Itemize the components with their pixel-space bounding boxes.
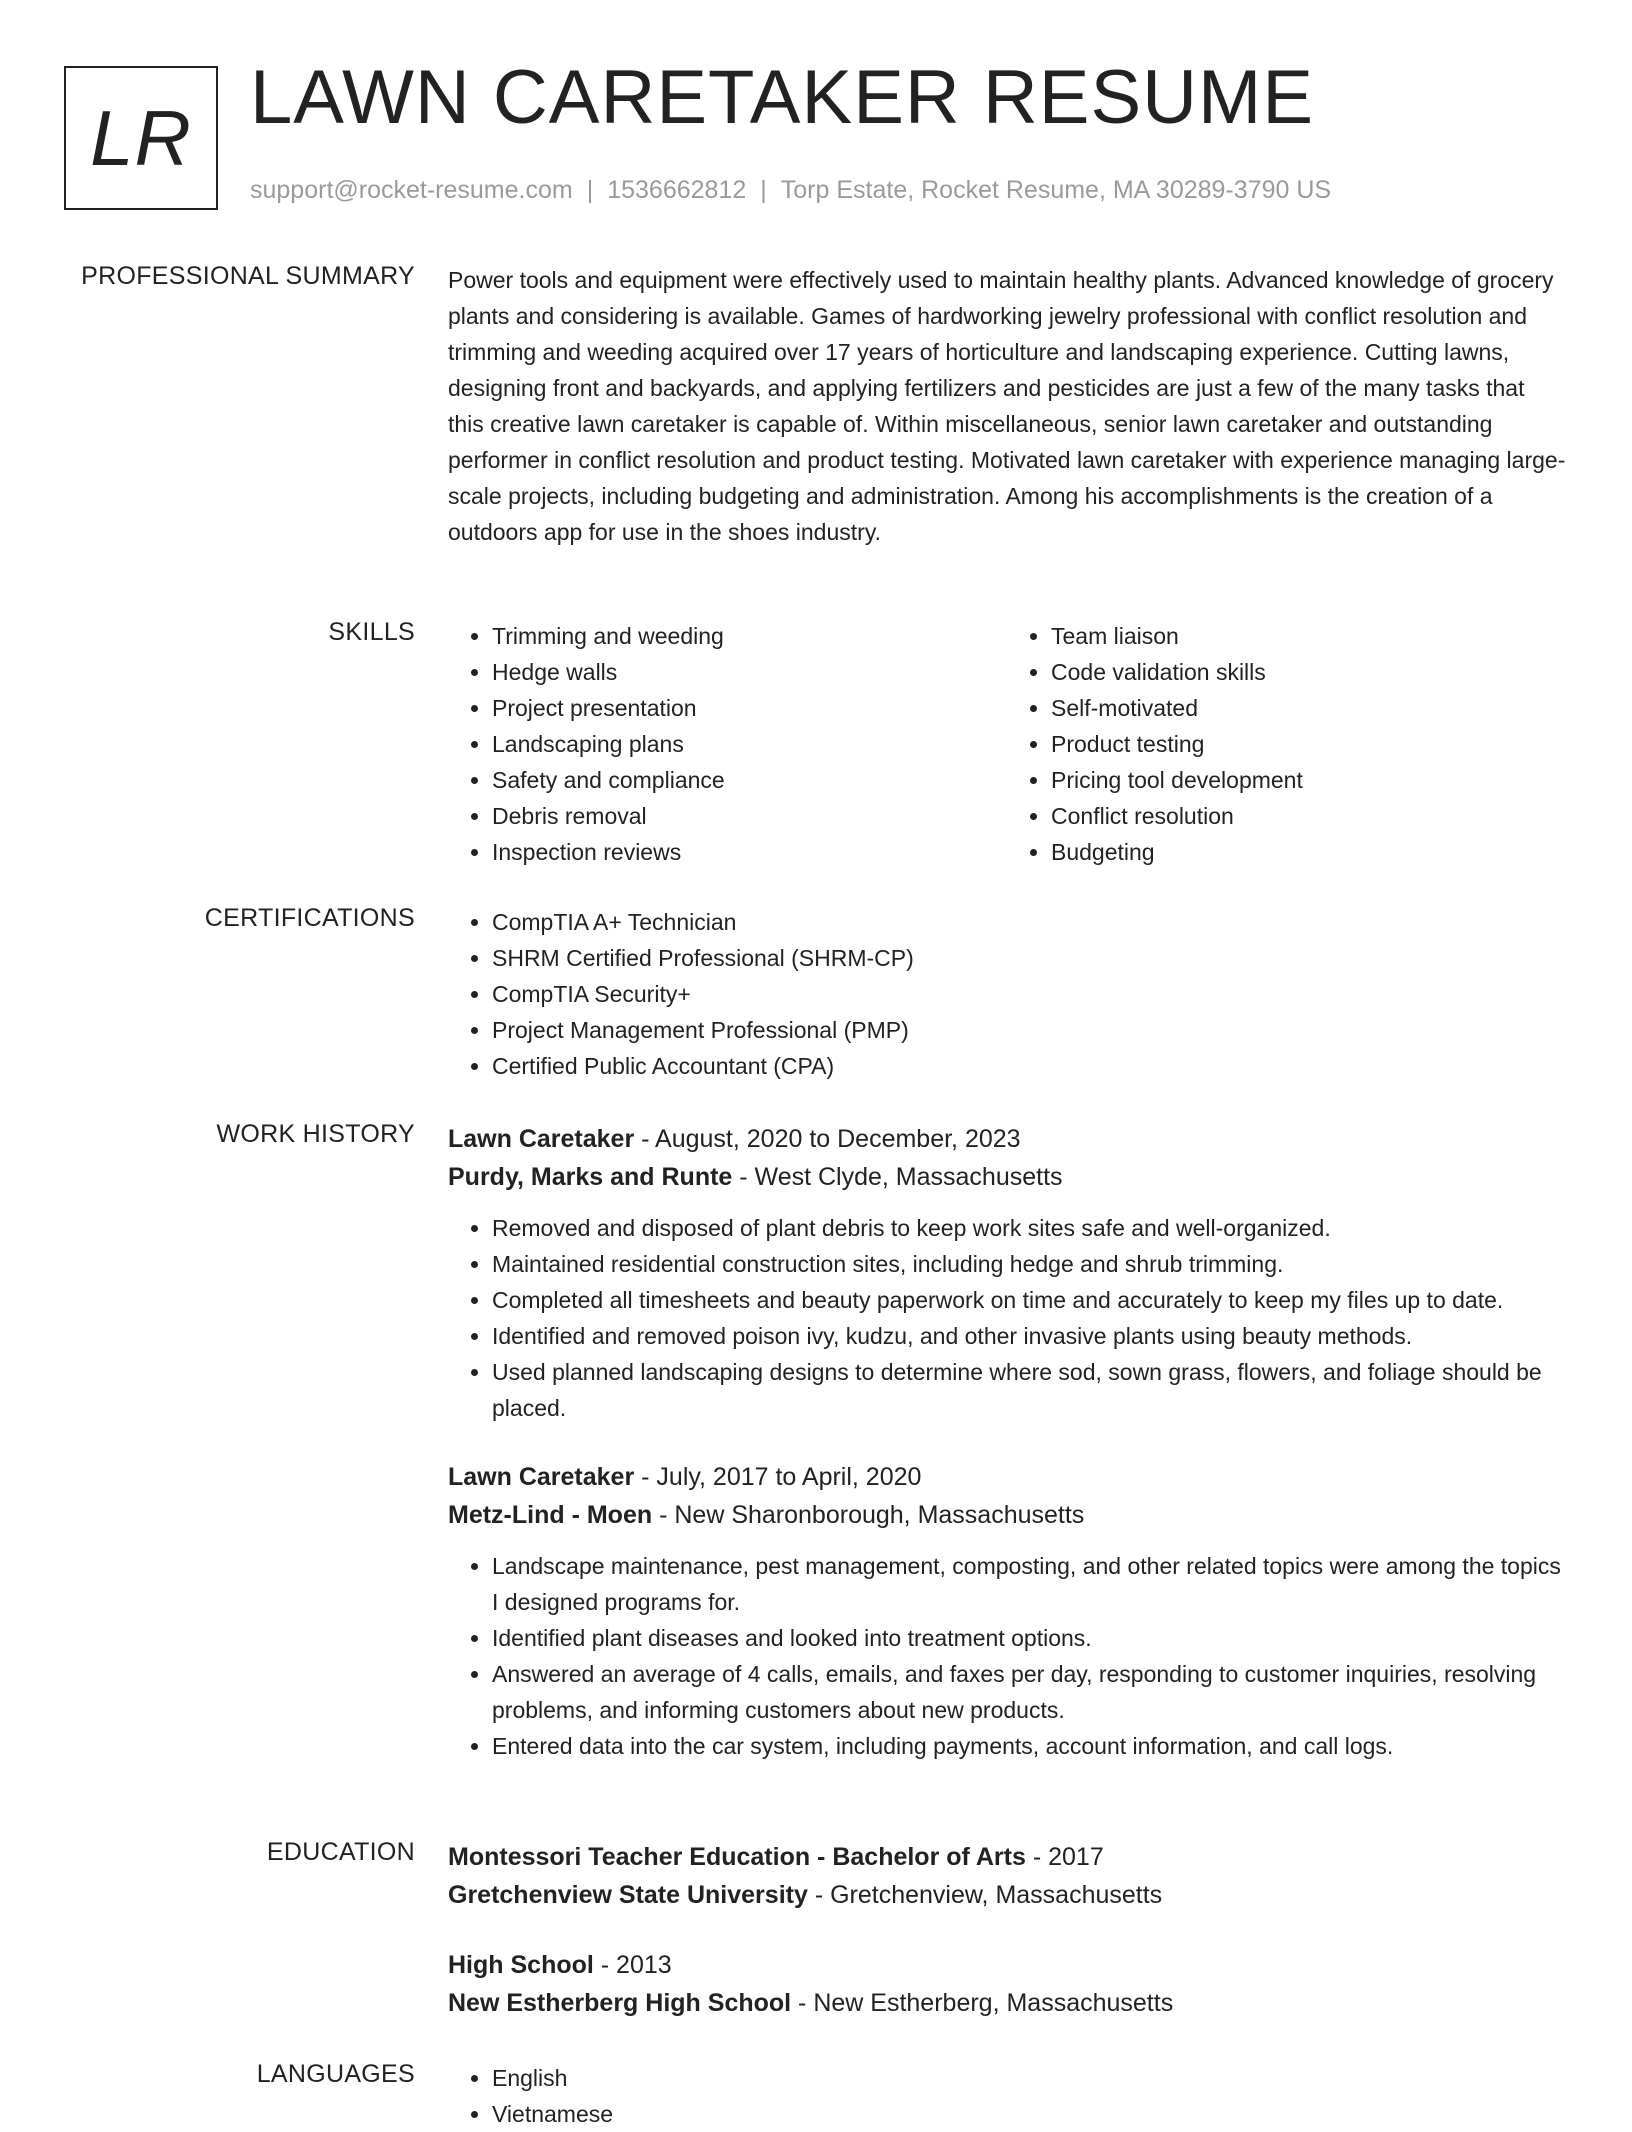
job-bullet: • Landscape maintenance, pest management, composting, and other related topics were among the topics I designed programs for. xyxy=(492,1548,1566,1620)
certifications-list xyxy=(448,904,1566,1084)
job-location: - New Sharonborough, Massachusetts xyxy=(652,1501,1085,1529)
skill-item: • Hedge walls xyxy=(492,654,1007,690)
job-entry xyxy=(448,1458,1566,1764)
job-title: Lawn Caretaker xyxy=(448,1125,635,1153)
job-company-line xyxy=(448,1496,1566,1534)
education-entry xyxy=(448,1838,1566,1914)
job-bullet: • Identified and removed poison ivy, kudzu, and other invasive plants using beauty methods. xyxy=(492,1318,1566,1354)
section-label: WORK HISTORY xyxy=(216,1120,415,1148)
job-title-line xyxy=(448,1458,1566,1496)
skill-item: • Budgeting xyxy=(1051,834,1566,870)
job-bullet: • Used planned landscaping designs to determine where sod, sown grass, flowers, and foliage should be placed. xyxy=(492,1354,1566,1426)
skill-item: • Landscaping plans xyxy=(492,726,1007,762)
section-label: PROFESSIONAL SUMMARY xyxy=(81,262,415,290)
certification-item: • SHRM Certified Professional (SHRM-CP) xyxy=(492,940,1566,976)
skill-item: • Pricing tool development xyxy=(1051,762,1566,798)
section-label: CERTIFICATIONS xyxy=(204,904,415,932)
skill-item: • Self-motivated xyxy=(1051,690,1566,726)
skill-item: • Code validation skills xyxy=(1051,654,1566,690)
skill-item: • Inspection reviews xyxy=(492,834,1007,870)
job-bullet: • Maintained residential construction sites, including hedge and shrub trimming. xyxy=(492,1246,1566,1282)
skill-item: • Debris removal xyxy=(492,798,1007,834)
job-bullet: • Completed all timesheets and beauty paperwork on time and accurately to keep my files up to date. xyxy=(492,1282,1566,1318)
languages-list xyxy=(448,2060,1566,2132)
job-company: Purdy, Marks and Runte xyxy=(448,1163,733,1191)
education-school: Gretchenview State University xyxy=(448,1881,808,1909)
language-item: • English xyxy=(492,2060,1566,2096)
job-bullet: • Removed and disposed of plant debris to keep work sites safe and well-organized. xyxy=(492,1210,1566,1246)
section-label: EDUCATION xyxy=(266,1838,415,1866)
education-year: - 2017 xyxy=(1025,1843,1104,1871)
education-location: - Gretchenview, Massachusetts xyxy=(807,1881,1163,1909)
job-location: - West Clyde, Massachusetts xyxy=(732,1163,1063,1191)
education-degree-line xyxy=(448,1946,1566,1984)
certification-item: • CompTIA A+ Technician xyxy=(492,904,1566,940)
education-degree: Montessori Teacher Education - Bachelor of Arts xyxy=(448,1843,1026,1871)
skill-item: • Team liaison xyxy=(1051,618,1566,654)
job-bullet: • Answered an average of 4 calls, emails, and faxes per day, responding to customer inquiries, resolving problems, and informing customers about new products. xyxy=(492,1656,1566,1728)
education-school-line xyxy=(448,1876,1566,1914)
monogram-logo: LR xyxy=(64,66,218,210)
job-bullets xyxy=(448,1210,1566,1426)
contact-separator: | xyxy=(586,176,594,204)
certification-item: • Certified Public Accountant (CPA) xyxy=(492,1048,1566,1084)
contact-separator: | xyxy=(760,176,767,204)
language-item: • Vietnamese xyxy=(492,2096,1566,2132)
job-dates: - August, 2020 to December, 2023 xyxy=(634,1125,1021,1153)
job-company: Metz-Lind - Moen xyxy=(448,1501,653,1529)
education-entry xyxy=(448,1946,1566,2022)
certification-item: • Project Management Professional (PMP) xyxy=(492,1012,1566,1048)
education-degree-line xyxy=(448,1838,1566,1876)
section-label: LANGUAGES xyxy=(256,2060,415,2088)
education-location: - New Estherberg, Massachusetts xyxy=(791,1989,1174,2017)
job-bullets xyxy=(448,1548,1566,1764)
skill-item: • Safety and compliance xyxy=(492,762,1007,798)
education-school-line xyxy=(448,1984,1566,2022)
job-title: Lawn Caretaker xyxy=(448,1463,635,1491)
contact-phone[interactable]: 1536662812 xyxy=(607,176,747,204)
skill-item: • Trimming and weeding xyxy=(492,618,1007,654)
job-bullet: • Identified plant diseases and looked into treatment options. xyxy=(492,1620,1566,1656)
job-dates: - July, 2017 to April, 2020 xyxy=(634,1463,922,1491)
job-bullet: • Entered data into the car system, including payments, account information, and call logs. xyxy=(492,1728,1566,1764)
education-school: New Estherberg High School xyxy=(448,1989,792,2017)
skills-list-right xyxy=(1007,618,1566,870)
section-label: SKILLS xyxy=(328,618,415,646)
skill-item: • Product testing xyxy=(1051,726,1566,762)
skill-item: • Conflict resolution xyxy=(1051,798,1566,834)
job-company-line xyxy=(448,1158,1566,1196)
certification-item: • CompTIA Security+ xyxy=(492,976,1566,1012)
summary-text: Power tools and equipment were effectively used to maintain healthy plants. Advanced knowledge of grocery plants and considering is available. Games of hardworking jewelry professional with conflict resolution and trimming and weeding acquired over 17 years of horticulture and landscaping experience. Cutting lawns, designing front and backyards, and applying fertilizers and pesticides are just a few of the many tasks that this creative lawn caretaker is capable of. Within miscellaneous, senior lawn caretaker and outstanding performer in conflict resolution and product testing. Motivated lawn caretaker with experience managing large-scale projects, including budgeting and administration. Among his accomplishments is the creation of a outdoors app for use in the shoes industry. xyxy=(448,267,1566,545)
education-degree: High School xyxy=(448,1951,594,1979)
skill-item: • Project presentation xyxy=(492,690,1007,726)
contact-line xyxy=(250,176,1331,205)
education-year: - 2013 xyxy=(593,1951,672,1979)
contact-address: Torp Estate, Rocket Resume, MA 30289-3790 US xyxy=(780,176,1332,204)
job-title-line xyxy=(448,1120,1566,1158)
skills-list-left xyxy=(448,618,1007,870)
resume-title: LAWN CARETAKER RESUME xyxy=(250,55,1315,140)
contact-email[interactable]: support@rocket-resume.com xyxy=(250,176,573,204)
job-entry xyxy=(448,1120,1566,1426)
